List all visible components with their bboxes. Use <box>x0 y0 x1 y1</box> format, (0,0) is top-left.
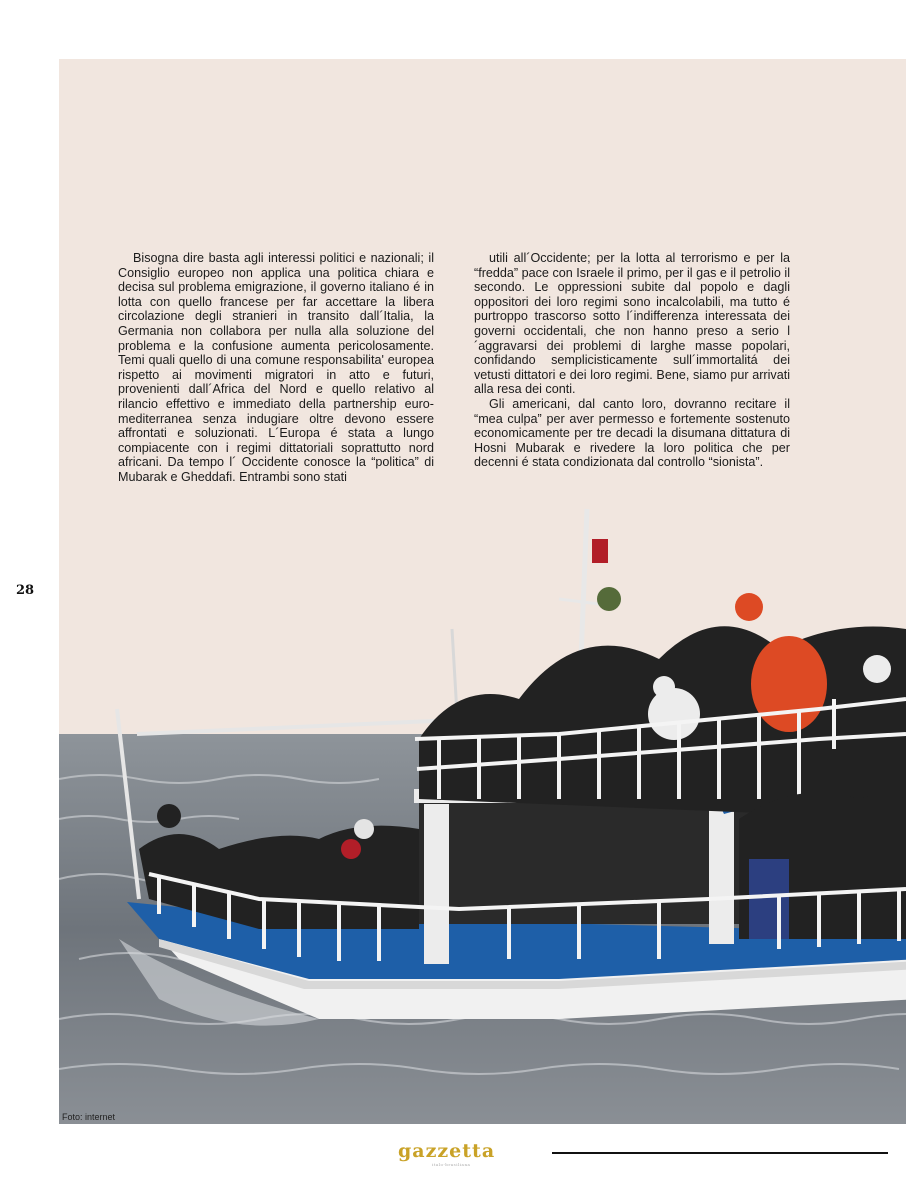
article-paragraph: Gli americani, dal canto loro, dovranno recitare il “mea culpa” per aver permesso e fortemente sostenuto economicamente per tre decadi la disumana dittatura di Hosni Mubarak e rivedere la loro politica che per decenni é stata condizionata dal controllo “sionista”. <box>474 396 790 470</box>
article-column-left <box>118 251 434 485</box>
flag <box>592 539 608 563</box>
logo-wordmark: gazzetta <box>398 1140 496 1162</box>
person-red-jacket <box>751 636 827 732</box>
article-paragraph: utili all´Occidente; per la lotta al terrorismo e per la “fredda” pace con Israele il primo, per il gas e il petrolio il secondo. Le oppressioni subite dal popolo e dagli oppositori dei loro regimi sono incalcolabili, ma tutto é purtroppo trascorso sotto l´indifferenza interessata dei governi occidentali, che non hanno preso a serio l´aggravarsi dei problemi di larghe masse popolari, confidando semplicisticamente sull´immortalitá dei vetusti dittatori e dei loro regimi. Bene, siamo pur arrivati alla resa dei conti. <box>474 251 790 397</box>
boat-illustration <box>59 59 906 1124</box>
footer-rule <box>552 1152 888 1154</box>
page-number: 28 <box>16 583 35 598</box>
logo-tagline: italo-brasiliana <box>432 1162 471 1167</box>
photo-credit: Foto: internet <box>62 1112 116 1122</box>
article-column-right <box>474 251 790 470</box>
gazzetta-logo <box>398 1140 513 1170</box>
article-paragraph: Bisogna dire basta agli interessi politici e nazionali; il Consiglio europeo non applica una politica chiara e decisa sul problema emigrazione, il governo italiano é in lotta con quello francese per far accettare la libera circolazione degli stranieri in transito dall´Italia, la Germania non collabora per nulla alla soluzione del problema e la confusione aumenta pericolosamente. Temi quali quello di una comune responsabilita' europea rispetto ai movimenti migratori in atto e futuri, provenienti dall´Africa del Nord e quello relativo al rilancio effettivo e immediato della partnership euro-mediterranea senza indugiare oltre devono essere affrontati e soluzionati. L´Europa é stata a lungo compiacente con i regimi dittatoriali soprattutto nord africani. Da tempo l´ Occidente conosce la “politica” di Mubarak e Gheddafi. Entrambi sono stati <box>118 251 434 484</box>
migrant-boat-photo <box>59 59 906 1124</box>
